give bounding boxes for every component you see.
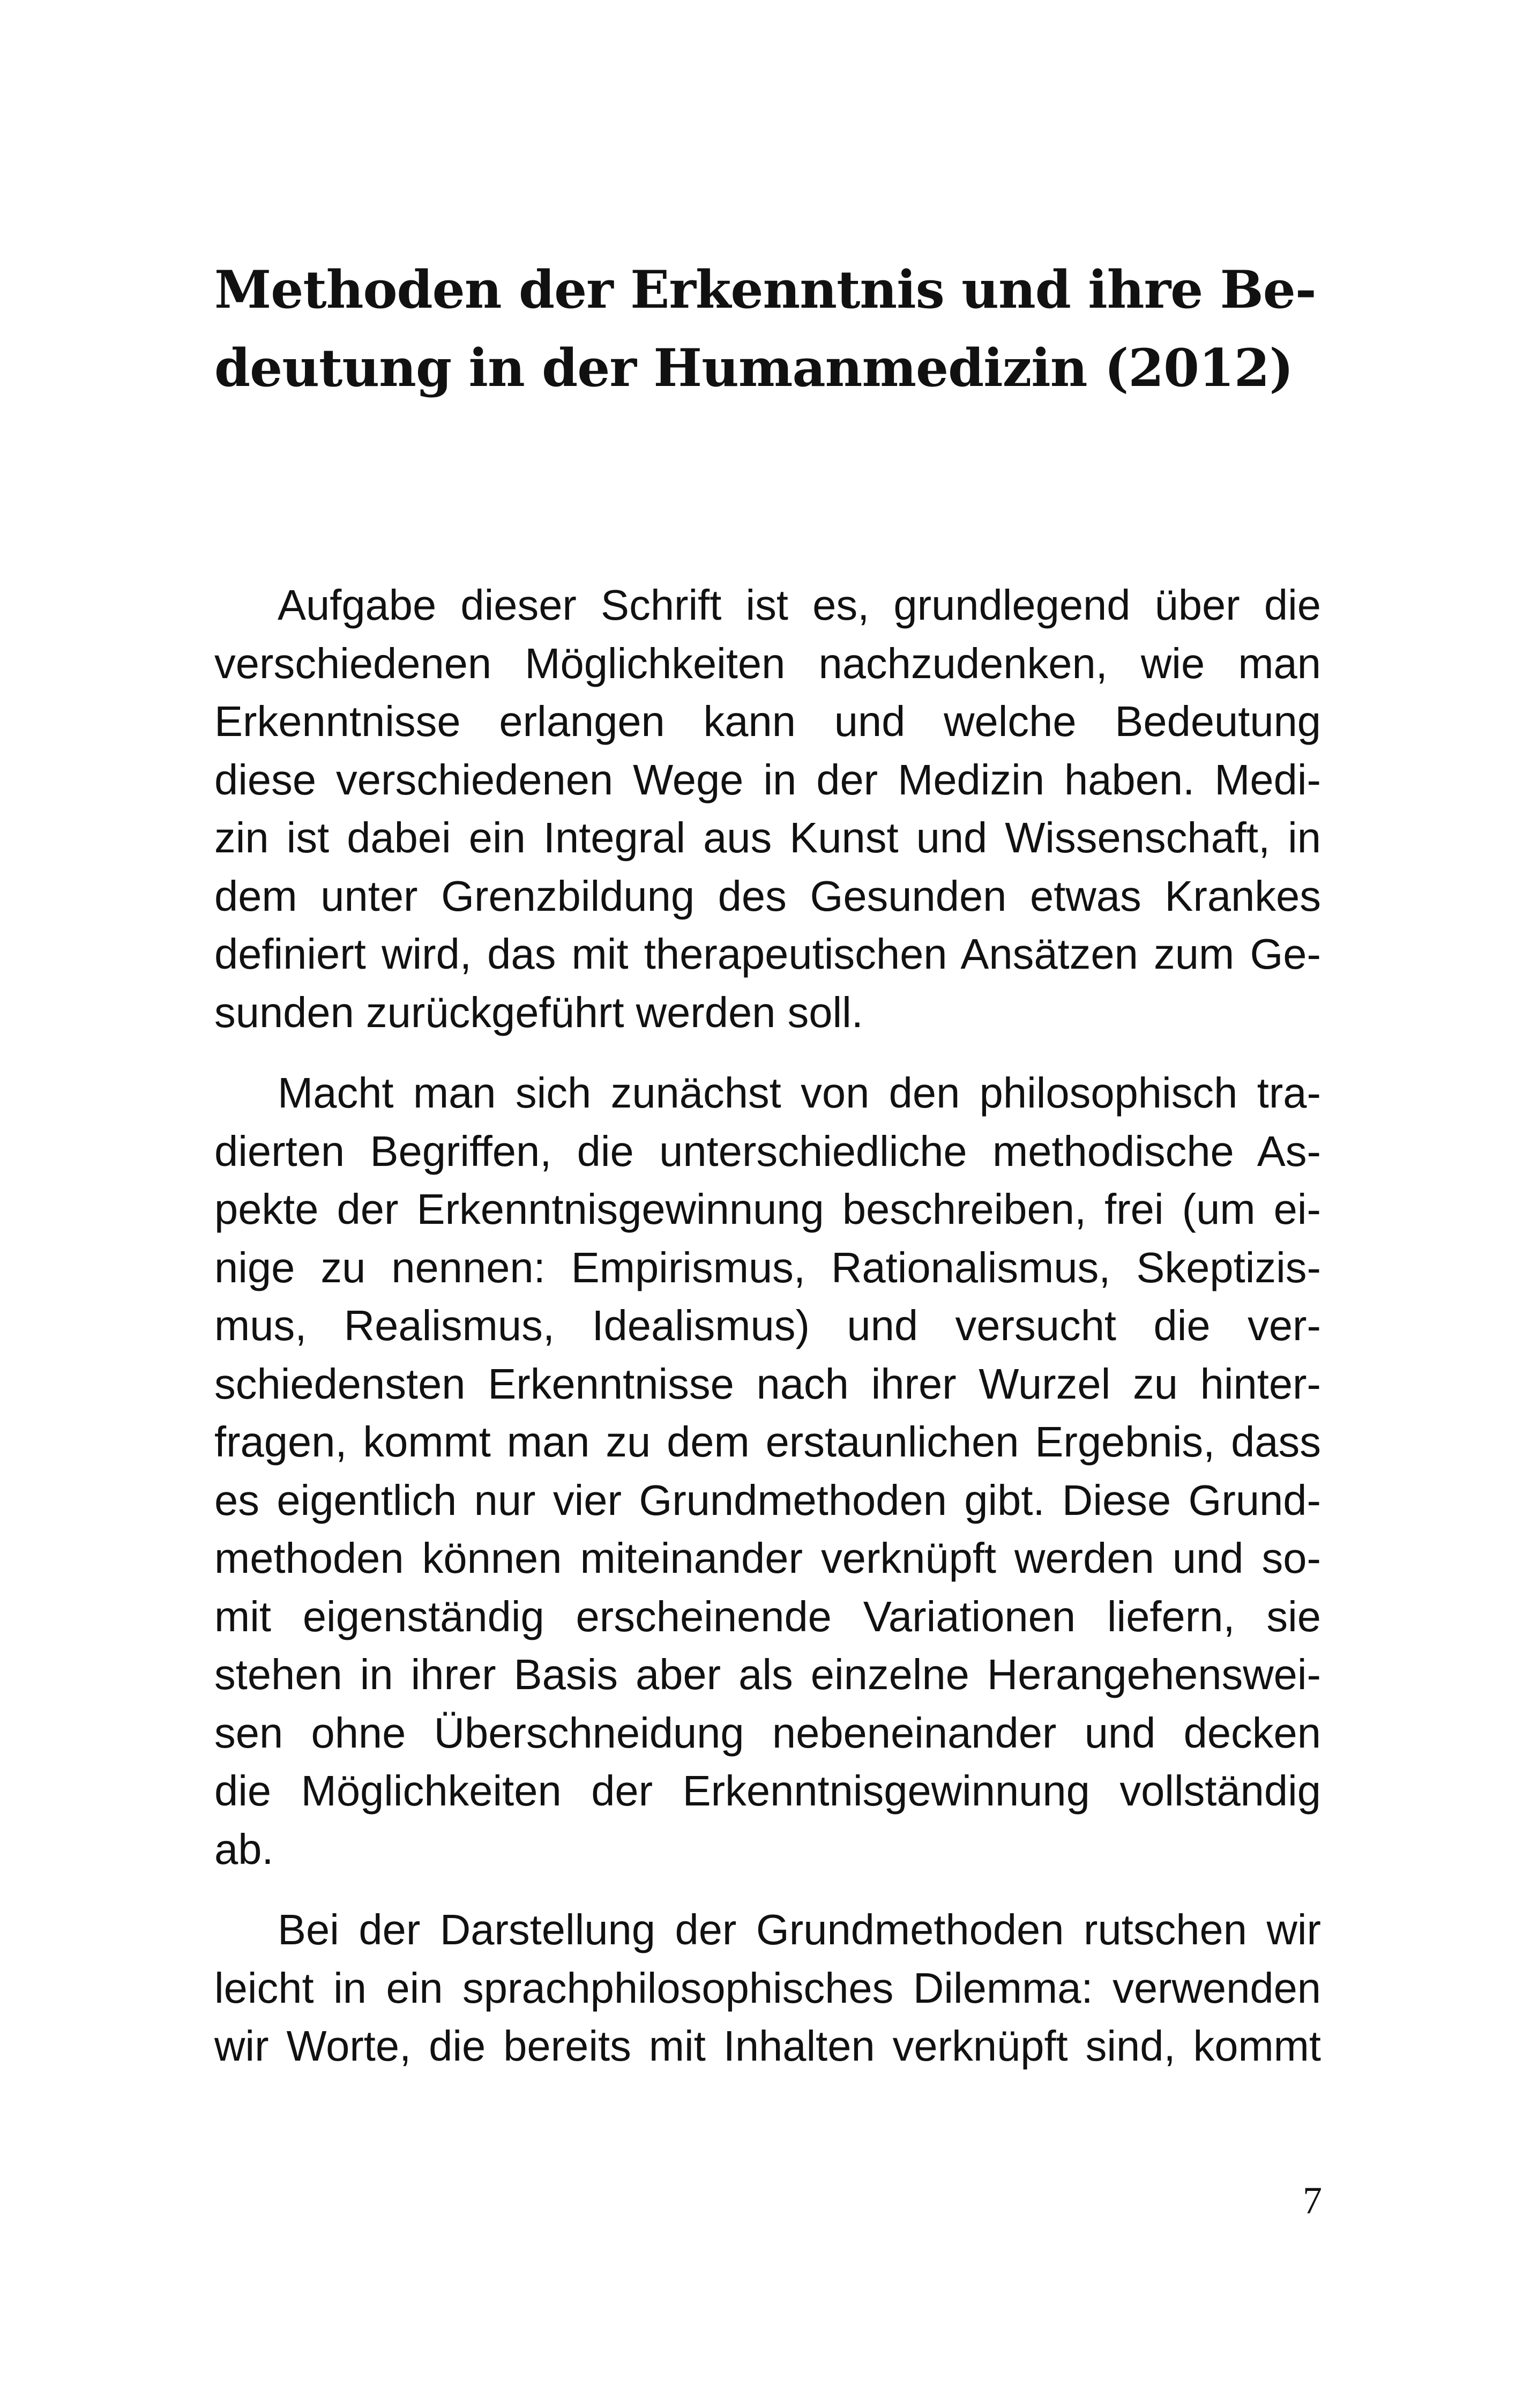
- text-line: dierten Begriffen, die unterschiedliche methodische As-: [214, 1127, 1321, 1175]
- chapter-title-line: Methoden der Erkenntnis und ihre Be-: [214, 259, 1316, 320]
- text-line: nige zu nennen: Empirismus, Rationalismus, Skeptizis-: [214, 1243, 1321, 1291]
- paragraph: [214, 1901, 1321, 2076]
- text-line: mit eigenständig erscheinende Variationen liefern, sie: [214, 1592, 1321, 1640]
- text-line: zin ist dabei ein Integral aus Kunst und Wissenschaft, in: [214, 814, 1321, 861]
- body-text: [214, 576, 1321, 2098]
- text-line: stehen in ihrer Basis aber als einzelne Herangehenswei-: [214, 1651, 1321, 1698]
- text-line: pekte der Erkenntnisgewinnung beschreiben, frei (um ei-: [214, 1185, 1321, 1233]
- text-line: mus, Realismus, Idealismus) und versucht die ver-: [214, 1302, 1321, 1349]
- text-line: ab.: [214, 1825, 274, 1873]
- text-line: Bei der Darstellung der Grundmethoden rutschen wir: [278, 1906, 1321, 1953]
- text-line: fragen, kommt man zu dem erstaunlichen Ergebnis, dass: [214, 1418, 1321, 1466]
- text-line: schiedensten Erkenntnisse nach ihrer Wurzel zu hinter-: [214, 1359, 1321, 1408]
- text-line: wir Worte, die bereits mit Inhalten verknüpft sind, kommt: [214, 2022, 1321, 2070]
- text-line: sunden zurückgeführt werden soll.: [214, 988, 863, 1036]
- text-line: definiert wird, das mit therapeutischen Ansätzen zum Ge-: [214, 930, 1321, 978]
- chapter-title-line: deutung in der Humanmedizin (2012): [214, 338, 1293, 398]
- text-line: die Möglichkeiten der Erkenntnisgewinnung vollständig: [214, 1767, 1321, 1815]
- page-number: 7: [1303, 2179, 1322, 2222]
- text-line: diese verschiedenen Wege in der Medizin haben. Medi-: [214, 755, 1321, 804]
- text-line: Macht man sich zunächst von den philosophisch tra-: [278, 1069, 1321, 1117]
- text-line: Erkenntnisse erlangen kann und welche Bedeutung: [214, 697, 1321, 745]
- chapter-title: [214, 251, 1324, 407]
- text-line: leicht in ein sprachphilosophisches Dilemma: verwenden: [214, 1964, 1321, 2012]
- paragraph: [214, 1064, 1321, 1878]
- text-line: sen ohne Überschneidung nebeneinander und decken: [214, 1708, 1321, 1757]
- text-line: Aufgabe dieser Schrift ist es, grundlegend über die: [278, 581, 1321, 629]
- text-line: methoden können miteinander verknüpft werden und so-: [214, 1534, 1321, 1582]
- text-line: verschiedenen Möglichkeiten nachzudenken, wie man: [214, 639, 1321, 687]
- paragraph: [214, 576, 1321, 1042]
- text-line: es eigentlich nur vier Grundmethoden gibt. Diese Grund-: [214, 1476, 1321, 1524]
- text-line: dem unter Grenzbildung des Gesunden etwas Krankes: [214, 872, 1321, 920]
